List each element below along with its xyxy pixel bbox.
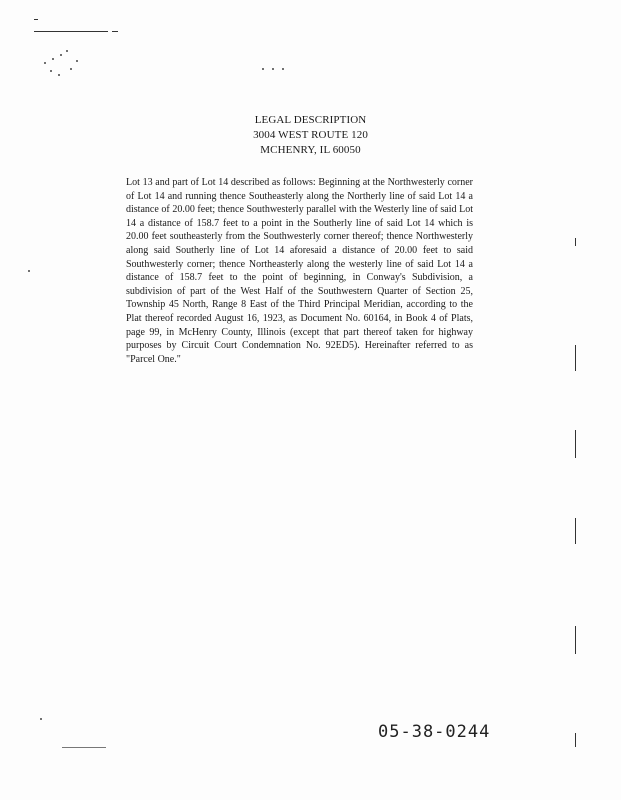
scan-artifact-right-bar xyxy=(575,733,576,747)
scan-artifact-dot xyxy=(262,68,264,70)
scan-artifact-top-tick xyxy=(112,31,118,32)
scan-artifact-top-rule xyxy=(34,31,108,32)
scan-artifact-dot xyxy=(282,68,284,70)
legal-description-heading xyxy=(0,113,621,158)
scan-artifact-dot xyxy=(60,54,62,56)
scan-artifact-right-bar xyxy=(575,238,576,246)
scan-artifact-dot xyxy=(66,50,68,52)
heading-city: MCHENRY, IL 60050 xyxy=(260,144,361,156)
scan-artifact-dot xyxy=(40,718,42,720)
scan-artifact-top-mark xyxy=(34,19,38,20)
scan-artifact-dot xyxy=(76,60,78,62)
scan-artifact-dot xyxy=(272,68,274,70)
heading-title: LEGAL DESCRIPTION xyxy=(254,114,367,126)
scan-artifact-right-bar xyxy=(575,345,576,371)
document-number: 05-38-0244 xyxy=(378,722,491,742)
heading-address: 3004 WEST ROUTE 120 xyxy=(253,129,368,141)
scan-artifact-dot xyxy=(52,58,54,60)
scan-artifact-dot xyxy=(58,74,60,76)
legal-description-paragraph: Lot 13 and part of Lot 14 described as follows: Beginning at the Northwesterly corner of Lot 14 and running thence Southeasterly along the Northerly line of said Lot 14 a distance of 20.00 feet; thence Southwesterly parallel with the Westerly line of said Lot 14 a distance of 158.7 feet to a point in the Southerly line of said Lot 14 which is 20.00 feet southeasterly from the Southwesterly corner thereof; thence Northwesterly along said Southerly line of Lot 14 aforesaid a distance of 20.00 feet to said Southwesterly corner; thence Northeasterly along the westerly line of said Lot 14 a distance of 158.7 feet to the point of beginning, in Conway's Subdivision, a subdivision of part of the West Half of the Southwestern Quarter of Section 25, Township 45 North, Range 8 East of the Third Principal Meridian, according to the Plat thereof recorded August 16, 1923, as Document No. 60164, in Book 4 of Plats, page 99, in McHenry County, Illinois (except that part thereof taken for highway purposes by Circuit Court Condemnation No. 92ED5). Hereinafter referred to as "Parcel One." xyxy=(126,177,473,365)
scan-artifact-dot xyxy=(50,70,52,72)
scan-artifact-dot xyxy=(28,270,30,272)
scan-artifact-dot xyxy=(44,62,46,64)
scan-artifact-bottom-rule xyxy=(62,747,106,748)
scan-artifact-right-bar xyxy=(575,430,576,458)
scan-artifact-dot xyxy=(70,68,72,70)
scan-artifact-right-bar xyxy=(575,518,576,544)
scan-artifact-right-bar xyxy=(575,626,576,654)
